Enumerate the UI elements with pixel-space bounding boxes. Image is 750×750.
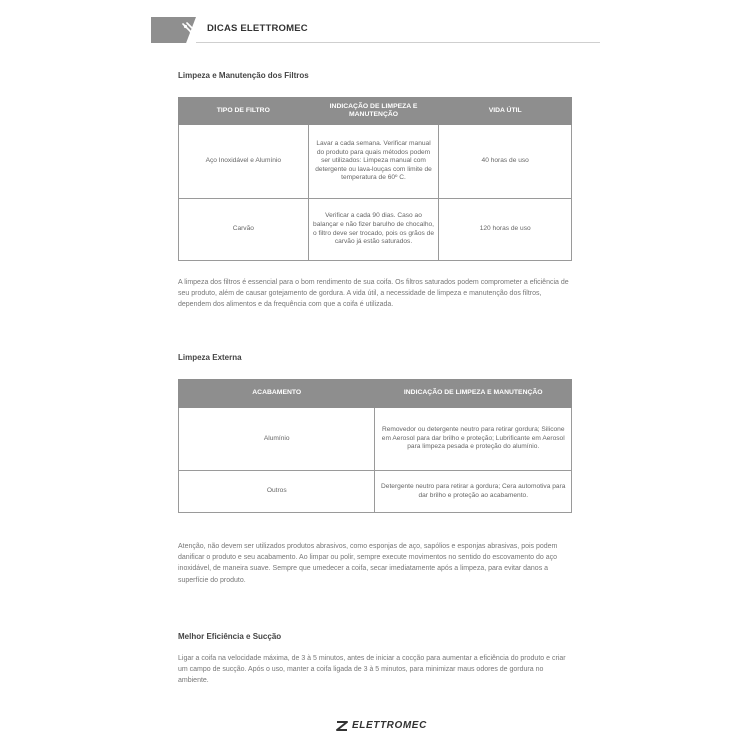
filters-col-life: VIDA ÚTIL [439,98,572,125]
filters-col-type: TIPO DE FILTRO [179,98,309,125]
filter-instructions-cell: Lavar a cada semana. Verificar manual do produto para quais métodos podem ser utilizados: Limpeza manual com detergente ou lava-louças com limite de temperatura de 60º C. [308,125,439,199]
table-row [179,471,572,513]
external-section-title: Limpeza Externa [178,353,242,362]
table-row [179,199,572,261]
external-paragraph: Atenção, não devem ser utilizados produtos abrasivos, como esponjas de aço, sapólios e esponjas abrasivas, pois podem danificar o produto e seu acabamento. Ao limpar ou polir, sempre execute movimentos no sentido do escovamento do aço inoxidável, de maneira suave. Sempre que umedecer a coifa, secar imediatamente após a limpeza, para evitar danos a superfície do produto. [178,543,558,584]
tool-icon [181,22,195,38]
table-row [179,125,572,199]
finish-cell: Outros [179,471,375,513]
filters-header-row [179,98,572,125]
filter-life-cell: 40 horas de uso [439,125,572,199]
external-header-row [179,380,572,408]
filter-type-cell: Carvão [179,199,309,261]
filters-table [178,97,572,261]
external-table [178,379,572,513]
finish-instructions-cell: Removedor ou detergente neutro para retirar gordura; Silicone em Aerosol para dar brilho e proteção; Lubrificante em Aerosol para limpeza pesada e proteção do alumínio. [375,408,572,471]
filters-paragraph: A limpeza dos filtros é essencial para o bom rendimento de sua coifa. Os filtros saturados podem comprometer a eficiência de seu produto, além de causar gotejamento de gordura. A vida útil, a necessidade de limpeza e manutenção dos filtros, dependem dos alimentos e da frequência com que a coifa é utilizada. [178,279,569,309]
elettromec-logo-icon [335,719,349,733]
efficiency-paragraph: Ligar a coifa na velocidade máxima, de 3 à 5 minutos, antes de iniciar a cocção para aumentar a eficiência do produto e criar um campo de sucção. Após o uso, manter a coifa ligada de 3 à 5 minutos, para minimizar maus odores de gordura no ambiente. [178,655,566,685]
filter-type-cell: Aço Inoxidável e Alumínio [179,125,309,199]
filter-instructions-cell: Verificar a cada 90 dias. Caso ao balançar e não fizer barulho de chocalho, o filtro deve ser trocado, pois os grãos de carvão já estão saturados. [308,199,439,261]
filters-section-title: Limpeza e Manutenção dos Filtros [178,71,309,80]
filter-life-cell: 120 horas de uso [439,199,572,261]
header-title: DICAS ELETTROMEC [207,23,308,34]
table-row [179,408,572,471]
efficiency-section-title: Melhor Eficiência e Sucção [178,632,282,641]
footer-brand: ELETTROMEC [352,720,427,731]
header-divider [196,42,600,43]
page-header [0,17,750,43]
external-col-instructions: INDICAÇÃO DE LIMPEZA E MANUTENÇÃO [375,380,572,408]
finish-instructions-cell: Detergente neutro para retirar a gordura; Cera automotiva para dar brilho e proteção ao acabamento. [375,471,572,513]
finish-cell: Alumínio [179,408,375,471]
external-col-finish: ACABAMENTO [179,380,375,408]
filters-col-instructions: INDICAÇÃO DE LIMPEZA E MANUTENÇÃO [308,98,439,125]
